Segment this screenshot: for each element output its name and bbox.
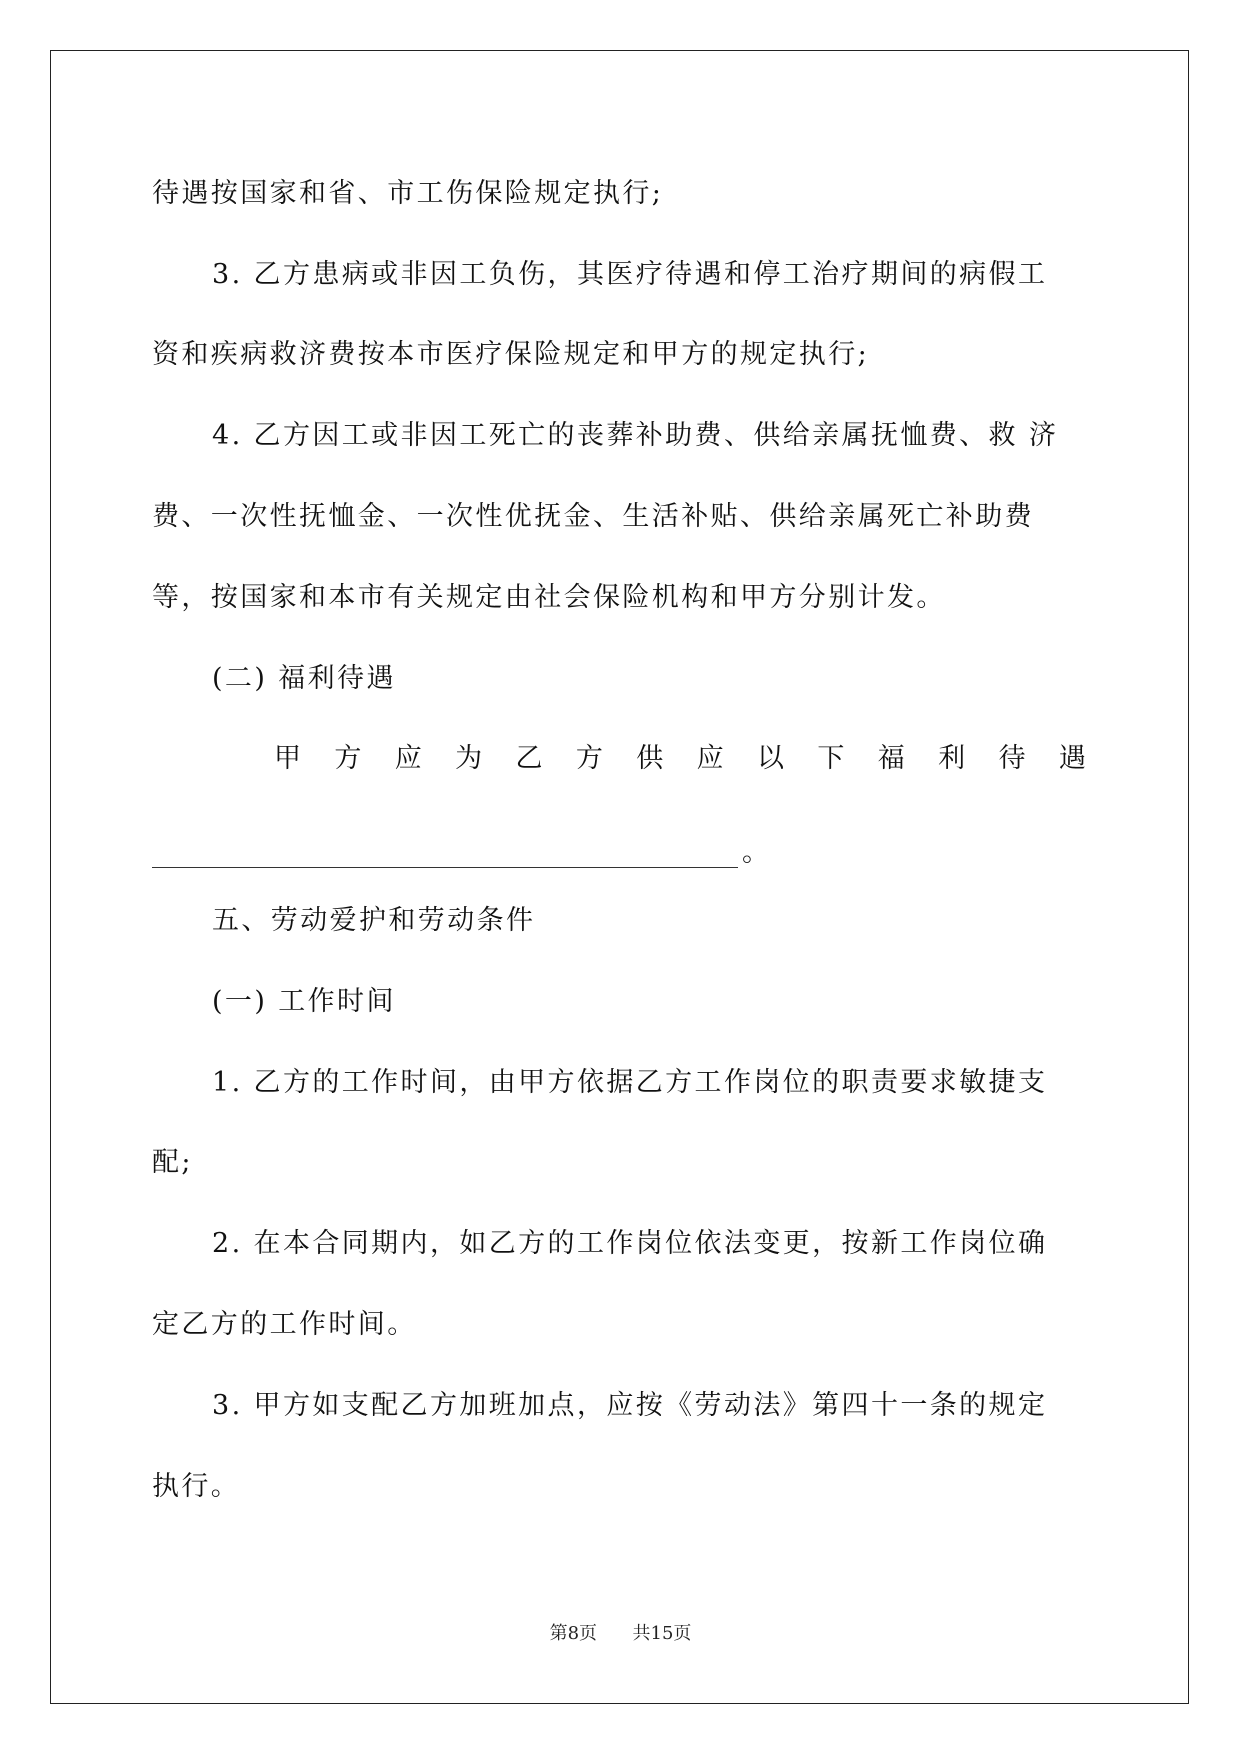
spread-char: 甲 [274, 743, 301, 774]
page-footer [0, 1622, 1241, 1646]
spread-char: 方 [334, 743, 362, 774]
page-border [50, 50, 1189, 1704]
text-line-6: 等，按国家和本市有关规定由社会保险机构和甲方分别计发。 [152, 582, 946, 613]
text-line-7: 1. 乙方的工作时间，由甲方依据乙方工作岗位的职责要求敏捷支 [212, 1067, 1048, 1098]
spread-char: 供 [636, 743, 664, 774]
section-heading-labor-protection: 五、劳动爱护和劳动条件 [212, 905, 536, 936]
spread-char: 为 [455, 743, 483, 774]
spread-char: 应 [394, 743, 422, 774]
text-line-4: 4. 乙方因工或非因工死亡的丧葬补助费、供给亲属抚恤费、救 济 [212, 420, 1059, 451]
text-line-5: 费、一次性抚恤金、一次性优抚金、生活补贴、供给亲属死亡补助费 [152, 501, 1034, 532]
spread-char: 乙 [515, 743, 543, 774]
text-line-8: 配; [152, 1147, 193, 1178]
spread-char: 福 [877, 743, 905, 774]
spread-char: 下 [817, 743, 845, 774]
section-heading-welfare: (二) 福利待遇 [212, 663, 396, 694]
spread-char: 应 [696, 743, 724, 774]
spread-char: 遇 [1058, 743, 1086, 774]
spread-char: 以 [757, 743, 784, 774]
blank-period: 。 [742, 837, 769, 868]
text-line-3: 资和疾病救济费按本市医疗保险规定和甲方的规定执行; [152, 339, 870, 370]
page-total: 共15页 [632, 1623, 692, 1644]
spread-char: 待 [998, 743, 1026, 774]
fill-in-blank [152, 838, 769, 868]
blank-underline [152, 853, 738, 868]
text-line-9: 2. 在本合同期内，如乙方的工作岗位依法变更，按新工作岗位确 [212, 1228, 1048, 1259]
page-number: 第8页 [549, 1623, 598, 1644]
text-line-2: 3. 乙方患病或非因工负伤，其医疗待遇和停工治疗期间的病假工 [212, 259, 1048, 290]
text-line-10: 定乙方的工作时间。 [152, 1309, 417, 1340]
spread-char: 方 [575, 743, 603, 774]
section-heading-working-hours: (一) 工作时间 [212, 986, 396, 1017]
welfare-statement-line [274, 739, 1086, 779]
text-line-1: 待遇按国家和省、市工伤保险规定执行; [152, 178, 664, 209]
spread-char: 利 [938, 743, 966, 774]
text-line-11: 3. 甲方如支配乙方加班加点，应按《劳动法》第四十一条的规定 [212, 1390, 1048, 1421]
text-line-12: 执行。 [152, 1471, 241, 1502]
